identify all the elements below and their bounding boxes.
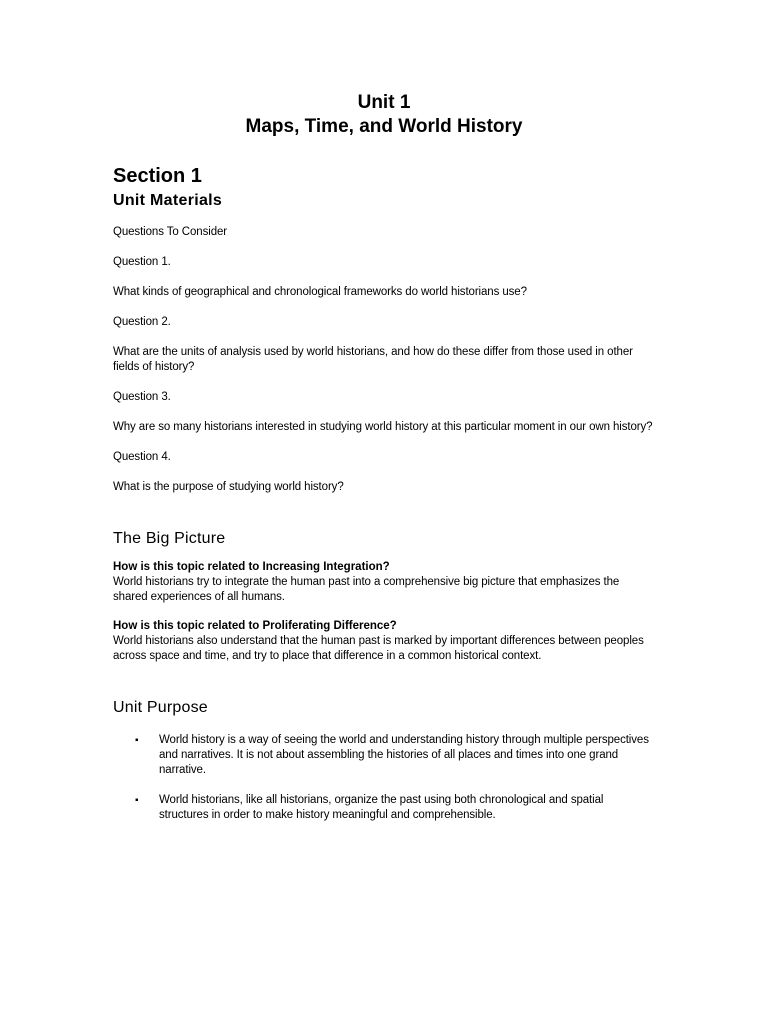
unit-number: Unit 1 [357, 92, 411, 113]
integration-answer: World historians try to integrate the human past into a comprehensive big picture that emphasizes the shared experiences of all humans. [113, 576, 620, 603]
section-subheading: Unit Materials [113, 192, 223, 209]
bullet-icon: ▪ [135, 795, 139, 806]
question-label-4: Question 4. [113, 451, 171, 463]
big-picture-heading: The Big Picture [113, 530, 226, 547]
unit-purpose-list [113, 733, 653, 823]
document-body [113, 92, 653, 838]
integration-question: How is this topic related to Increasing Integration? [113, 561, 390, 573]
unit-title: Maps, Time, and World History [245, 116, 523, 137]
unit-purpose-heading: Unit Purpose [113, 699, 208, 716]
list-item [113, 793, 653, 823]
bullet-icon: ▪ [135, 735, 139, 746]
questions-intro: Questions To Consider [113, 226, 228, 238]
title-block [0, 92, 768, 140]
difference-question: How is this topic related to Proliferating Difference? [113, 620, 397, 632]
difference-answer: World historians also understand that the human past is marked by important differences between peoples across space and time, and try to place that difference in a common historical context. [113, 635, 644, 662]
question-text-1: What kinds of geographical and chronological frameworks do world historians use? [113, 286, 527, 298]
question-text-2: What are the units of analysis used by world historians, and how do these differ from those used in other fields of history? [113, 346, 633, 373]
question-text-3: Why are so many historians interested in studying world history at this particular moment in our own history? [113, 421, 653, 433]
question-text-4: What is the purpose of studying world history? [113, 481, 344, 493]
list-item [113, 733, 653, 778]
bullet-text-1: World history is a way of seeing the world and understanding history through multiple perspectives and narratives. It is not about assembling the histories of all places and times into one grand narrative. [159, 734, 649, 776]
question-label-1: Question 1. [113, 256, 171, 268]
question-label-2: Question 2. [113, 316, 171, 328]
section-heading: Section 1 [113, 165, 202, 187]
question-label-3: Question 3. [113, 391, 171, 403]
bullet-text-2: World historians, like all historians, organize the past using both chronological and spatial structures in order to make history meaningful and comprehensible. [159, 794, 604, 821]
